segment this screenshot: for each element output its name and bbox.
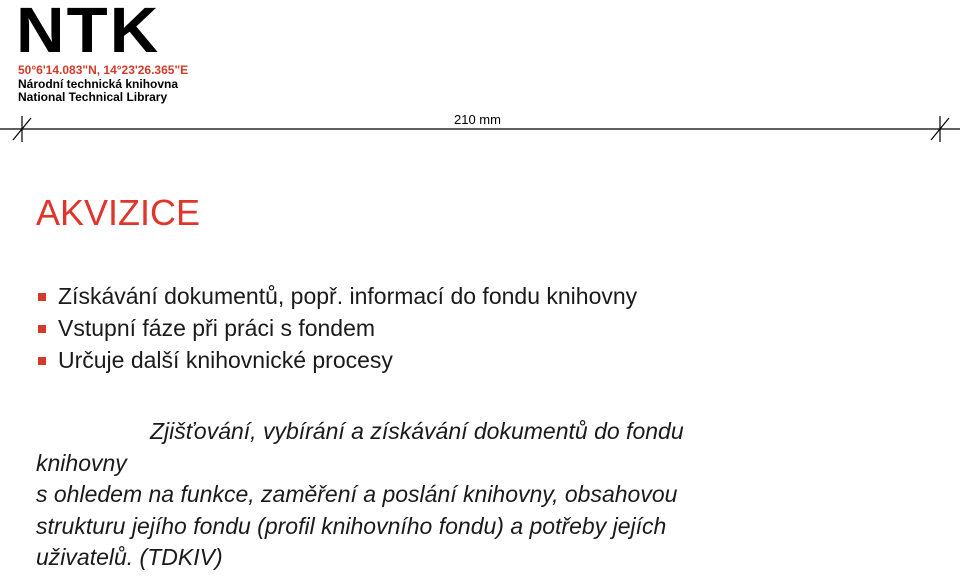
definition-line: s ohledem na funkce, zaměření a poslání knihovny, obsahovou xyxy=(36,481,678,507)
bullet-text: Vstupní fáze při práci s fondem xyxy=(58,314,376,341)
logo-coordinates: 50°6'14.083"N, 14°23'26.365"E xyxy=(18,63,189,77)
list-item xyxy=(38,280,637,312)
bullet-text: Určuje další knihovnické procesy xyxy=(58,346,393,373)
square-bullet-icon xyxy=(38,293,46,301)
list-item xyxy=(38,344,637,376)
slide-title: AKVIZICE xyxy=(36,192,201,233)
ntk-logo xyxy=(16,0,189,104)
square-bullet-icon xyxy=(38,357,46,365)
definition-line: Zjišťování, vybírání a získávání dokumentů do fondu xyxy=(150,418,684,444)
logo-mark: NTK xyxy=(16,0,161,66)
bullet-list xyxy=(38,280,637,376)
definition-line: uživatelů. (TDKIV) xyxy=(36,544,223,570)
list-item xyxy=(38,312,637,344)
dimension-label: 210 mm xyxy=(454,112,501,127)
square-bullet-icon xyxy=(38,325,46,333)
logo-name-czech: Národní technická knihovna xyxy=(18,77,179,91)
logo-name-english: National Technical Library xyxy=(18,90,168,104)
definition-text xyxy=(36,416,936,574)
bullet-text: Získávání dokumentů, popř. informací do fondu knihovny xyxy=(58,282,638,309)
definition-line: knihovny xyxy=(36,449,127,476)
definition-line: strukturu jejího fondu (profil knihovního fondu) a potřeby jejích xyxy=(36,512,667,539)
dimension-line xyxy=(0,110,960,146)
